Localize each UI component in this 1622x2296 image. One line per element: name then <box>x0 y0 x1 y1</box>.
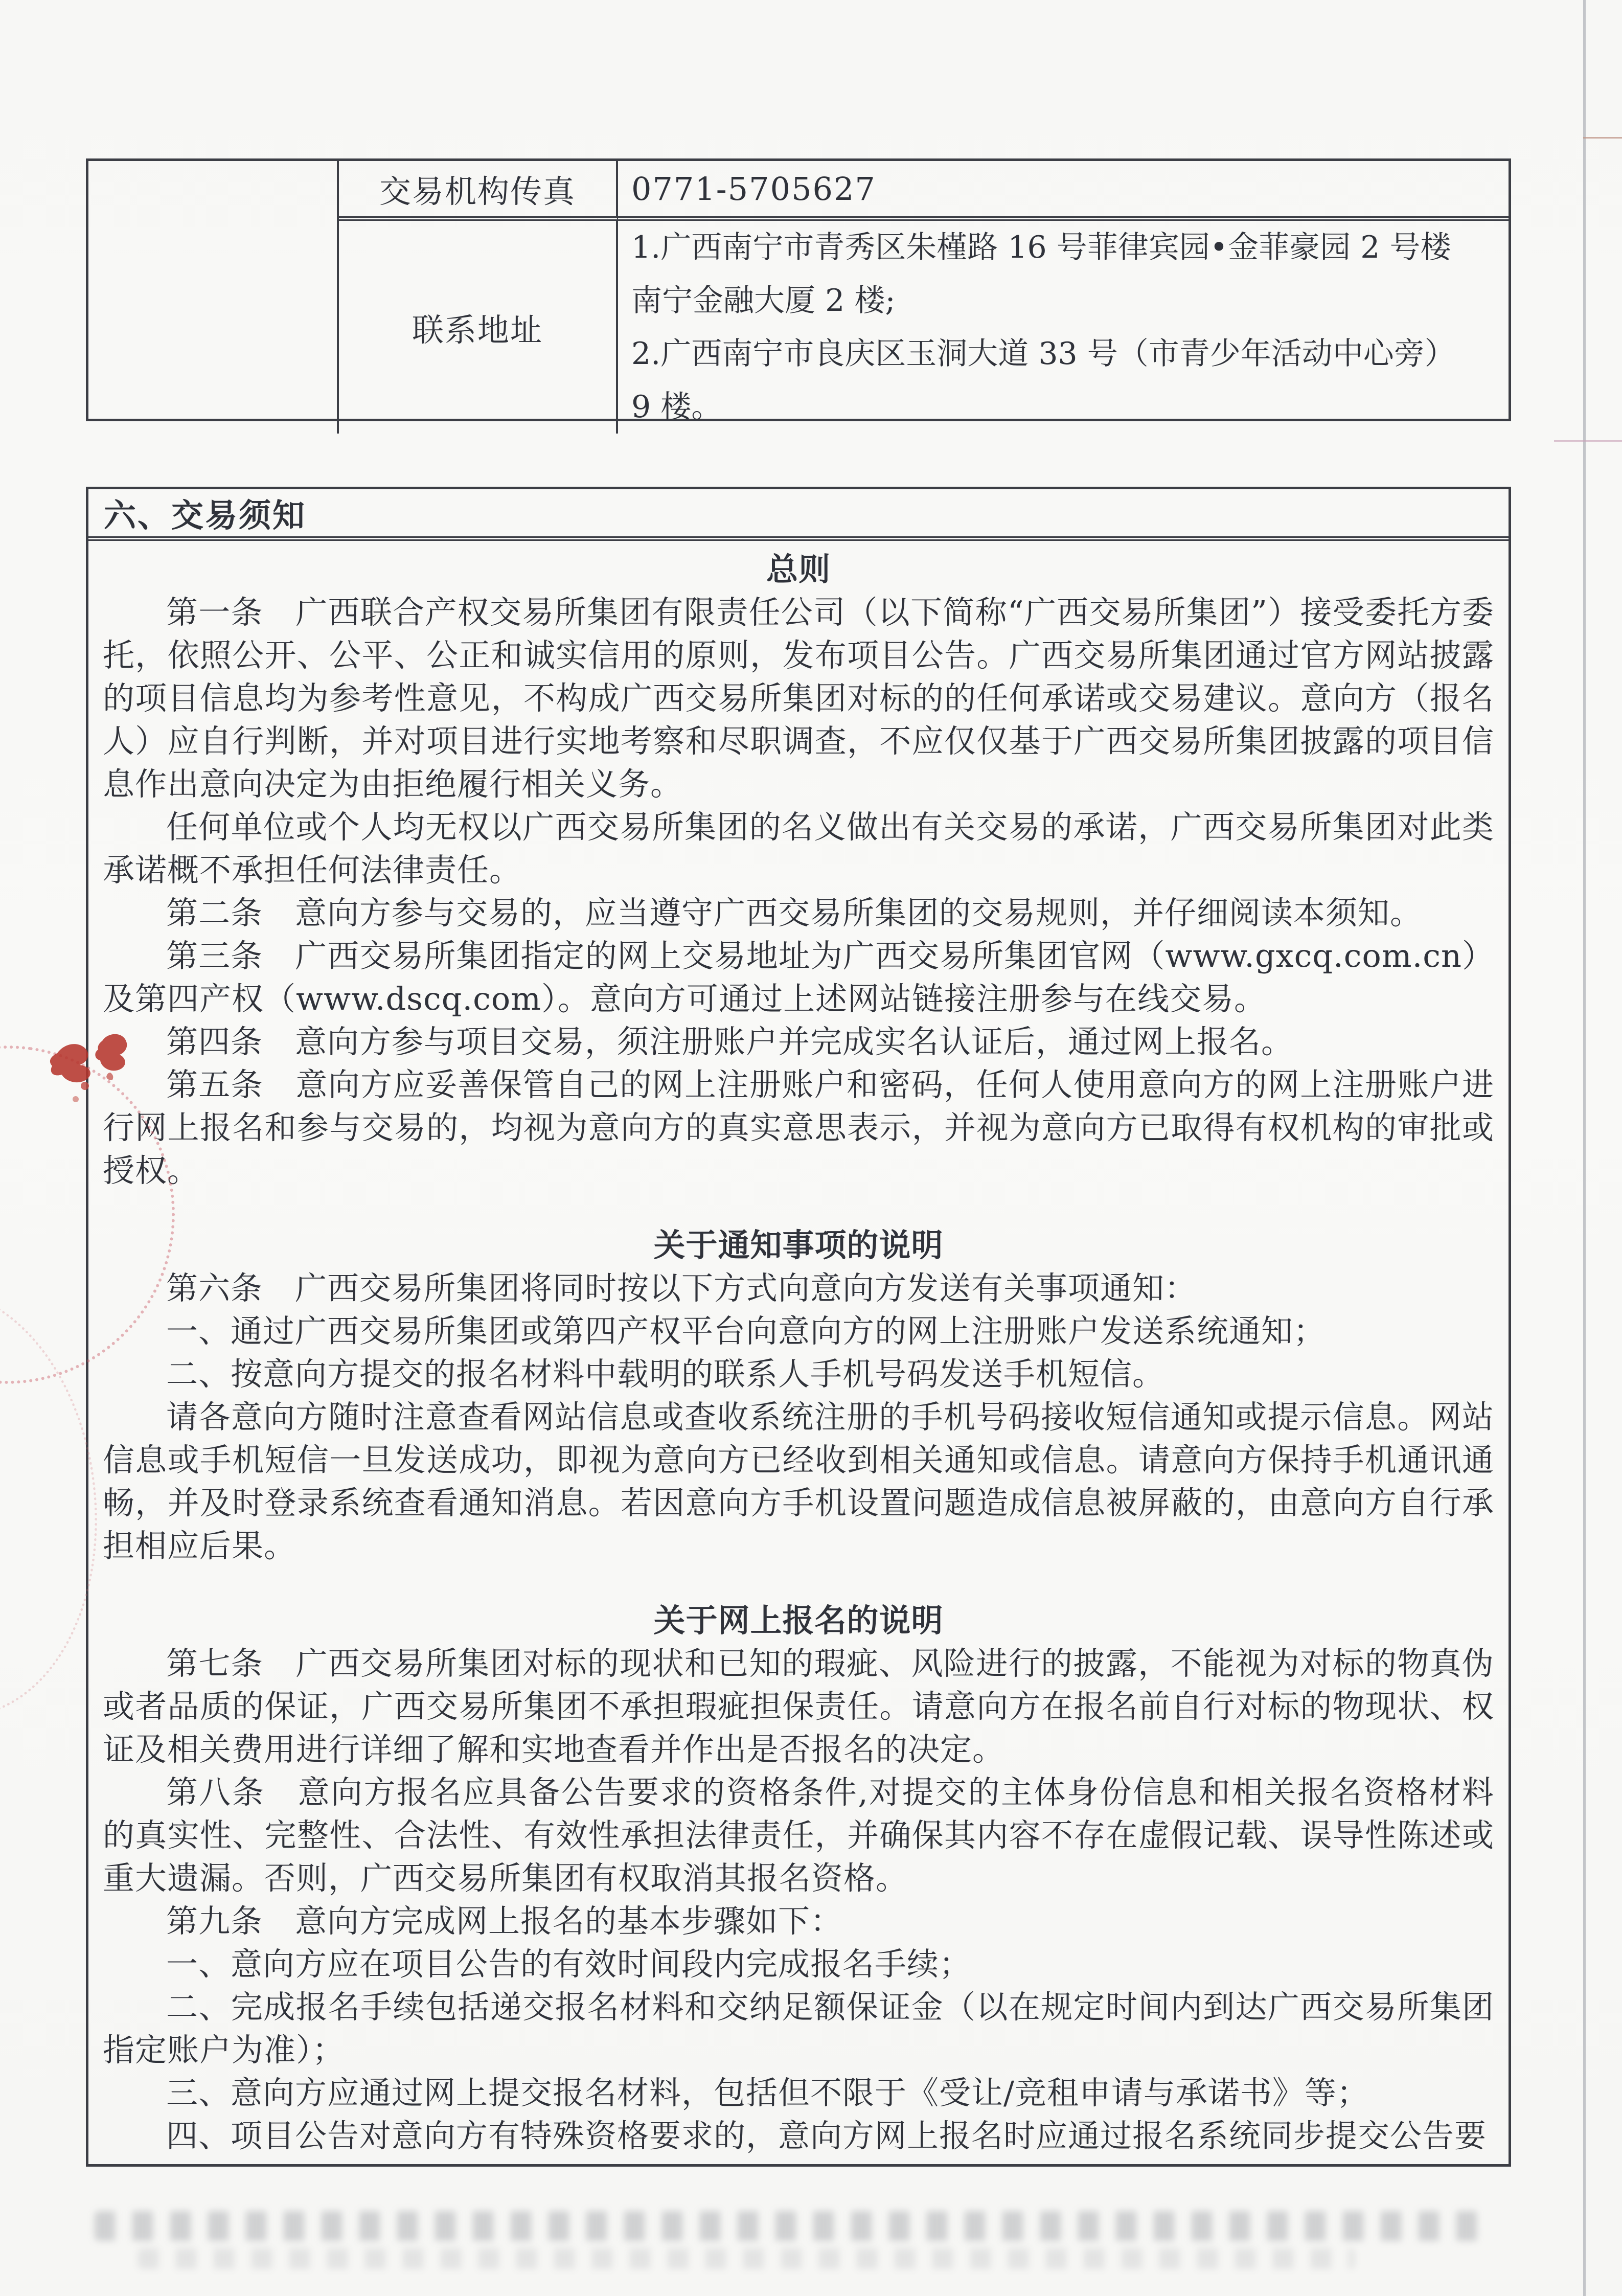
address-line: 南宁金融大厦 2 楼; <box>631 283 896 319</box>
seal-ink-blob-icon <box>49 1024 141 1136</box>
notice-paragraph: 第七条 广西交易所集团对标的现状和已知的瑕疵、风险进行的披露，不能视为对标的物真伪或者品质的保证，广西交易所集团不承担瑕疵担保责任。请意向方在报名前自行对标的物现状、权证及相关费用进行详细了解和实地查看并作出是否报名的决定。 <box>103 1645 1494 1768</box>
address-value-cell <box>618 221 1509 434</box>
notice-section-title: 六、交易须知 <box>88 489 1509 541</box>
notice-table <box>86 487 1511 2167</box>
fax-label-cell: 交易机构传真 <box>339 161 618 221</box>
fax-value-cell: 0771-5705627 <box>618 161 1509 221</box>
address-line: 2.广西南宁市良庆区玉洞大道 33 号（市青少年活动中心旁） <box>631 336 1455 372</box>
notice-paragraph: 请各意向方随时注意查看网站信息或查收系统注册的手机号码接收短信通知或提示信息。网站信息或手机短信一旦发送成功，即视为意向方已经收到相关通知或信息。请意向方保持手机通讯通畅，并及时登录系统查看通知消息。若因意向方手机设置问题造成信息被屏蔽的，由意向方自行承担相应后果。 <box>103 1398 1494 1564</box>
notice-paragraph: 第一条 广西联合产权交易所集团有限责任公司（以下简称“广西交易所集团”）接受委托方委托，依照公开、公平、公正和诚实信用的原则，发布项目公告。广西交易所集团通过官方网站披露的项目信息均为参考性意见，不构成广西交易所集团对标的的任何承诺或交易建议。意向方（报名人）应自行判断，并对项目进行实地考察和尽职调查，不应仅仅基于广西交易所集团披露的项目信息作出意向决定为由拒绝履行相关义务。 <box>103 594 1494 803</box>
bleed-through-ghost-text <box>95 2211 1485 2241</box>
address-label-cell: 联系地址 <box>339 221 618 434</box>
bleed-through-ghost-text <box>138 2248 1355 2269</box>
notice-heading: 关于通知事项的说明 <box>653 1226 944 1264</box>
scan-hairline <box>1583 137 1622 139</box>
notice-body <box>88 541 1509 2164</box>
notice-paragraph: 第二条 意向方参与交易的，应当遵守广西交易所集团的交易规则，并仔细阅读本须知。 <box>166 894 1423 931</box>
notice-paragraph: 第五条 意向方应妥善保管自己的网上注册账户和密码，任何人使用意向方的网上注册账户进行网上报名和参与交易的，均视为意向方的真实意思表示，并视为意向方已取得有权机构的审批或授权。 <box>103 1066 1494 1189</box>
contact-info-table <box>86 158 1511 425</box>
scan-hairline <box>1554 440 1622 442</box>
notice-heading: 关于网上报名的说明 <box>653 1602 944 1639</box>
notice-paragraph: 第九条 意向方完成网上报名的基本步骤如下： <box>166 1902 843 1940</box>
notice-paragraph: 一、意向方应在项目公告的有效时间段内完成报名手续； <box>166 1945 972 1983</box>
notice-paragraph: 四、项目公告对意向方有特殊资格要求的，意向方网上报名时应通过报名系统同步提交公告要 <box>166 2117 1487 2154</box>
notice-paragraph: 三、意向方应通过网上提交报名材料，包括但不限于《受让/竞租申请与承诺书》等； <box>166 2074 1369 2111</box>
notice-paragraph: 任何单位或个人均无权以广西交易所集团的名义做出有关交易的承诺，广西交易所集团对此类承诺概不承担任何法律责任。 <box>103 808 1494 889</box>
notice-paragraph: 二、完成报名手续包括递交报名材料和交纳足额保证金（以在规定时间内到达广西交易所集团指定账户为准）； <box>103 1988 1494 2068</box>
notice-paragraph: 第六条 广西交易所集团将同时按以下方式向意向方发送有关事项通知： <box>166 1269 1197 1307</box>
notice-paragraph: 第四条 意向方参与项目交易，须注册账户并完成实名认证后，通过网上报名。 <box>166 1023 1294 1060</box>
notice-paragraph: 二、按意向方提交的报名材料中载明的联系人手机号码发送手机短信。 <box>166 1355 1165 1393</box>
notice-paragraph: 第八条 意向方报名应具备公告要求的资格条件,对提交的主体身份信息和相关报名资格材料的真实性、完整性、合法性、有效性承担法律责任，并确保其内容不存在虚假记载、误导性陈述或重大遗漏。否则，广西交易所集团有权取消其报名资格。 <box>103 1774 1494 1897</box>
notice-paragraph: 第三条 广西交易所集团指定的网上交易地址为广西交易所集团官网（www.gxcq.com.cn）及第四产权（www.dscq.com）。意向方可通过上述网站链接注册参与在线交易。 <box>103 937 1494 1017</box>
empty-spanner-cell <box>88 161 339 434</box>
notice-paragraph: 一、通过广西交易所集团或第四产权平台向意向方的网上注册账户发送系统通知； <box>166 1312 1326 1350</box>
address-line: 1.广西南宁市青秀区朱槿路 16 号菲律宾园•金菲豪园 2 号楼 <box>631 230 1451 265</box>
notice-heading: 总则 <box>766 551 831 588</box>
scan-edge-line <box>1583 0 1586 2296</box>
address-line: 9 楼。 <box>631 389 722 425</box>
